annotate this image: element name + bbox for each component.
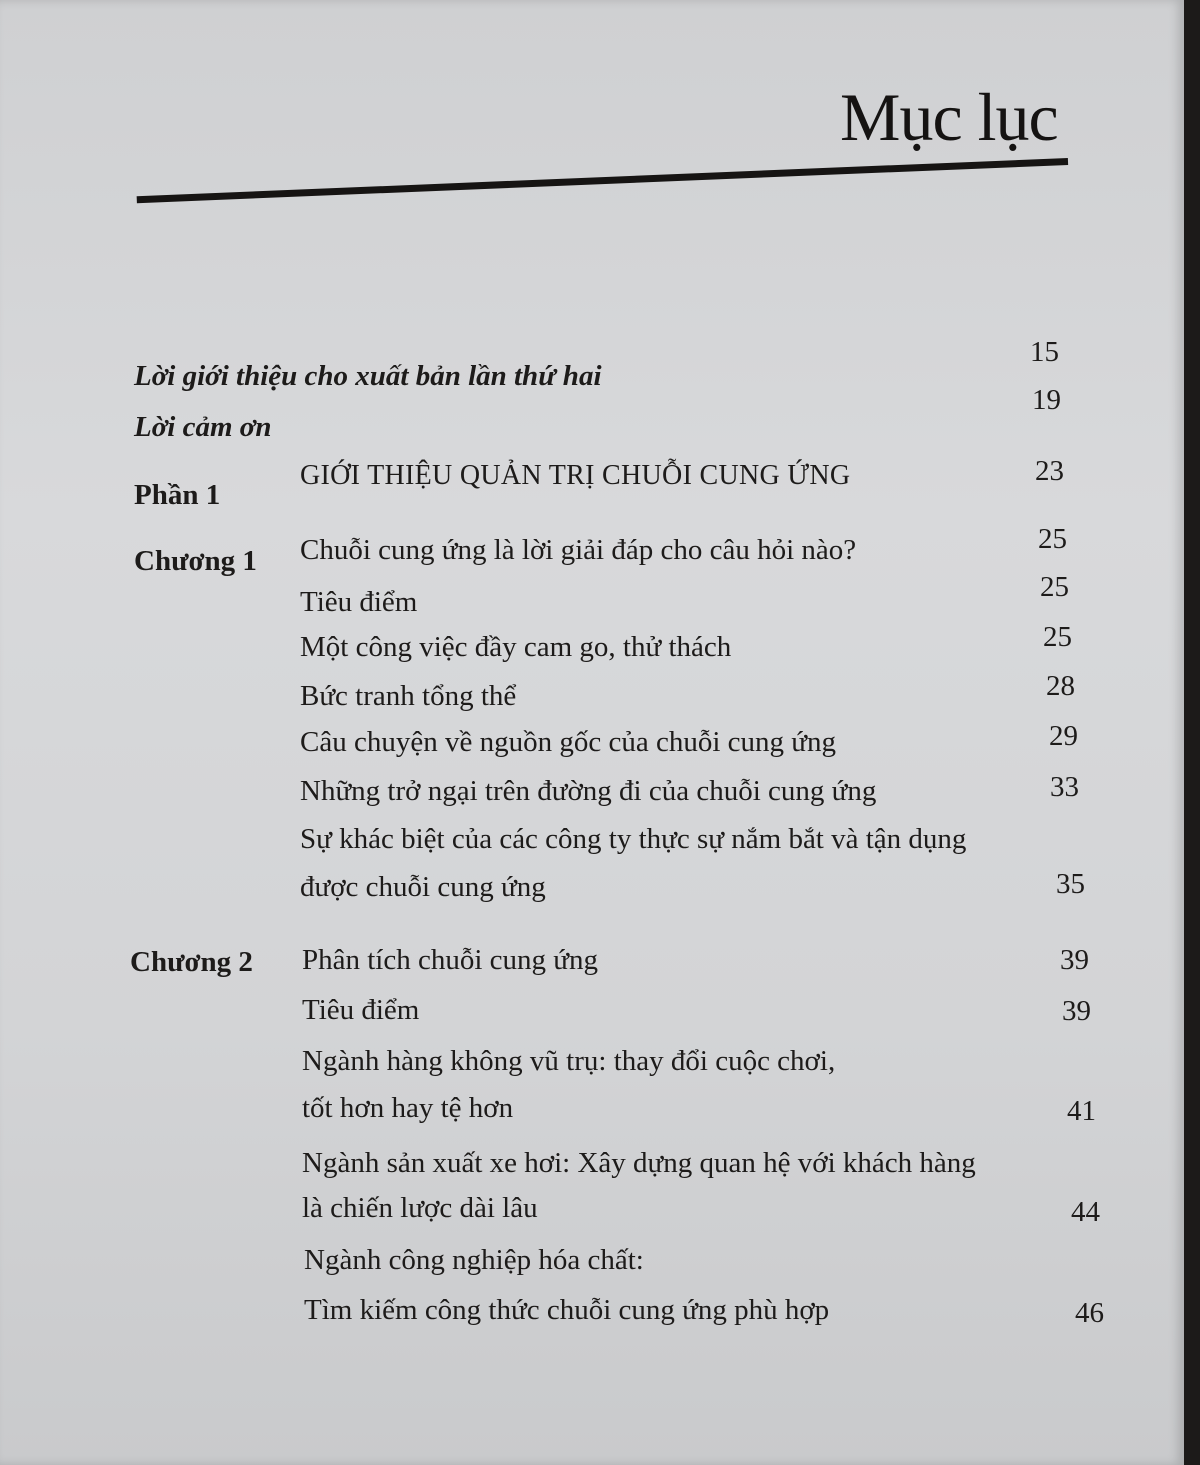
toc-entry-line1: Ngành công nghiệp hóa chất: [304, 1244, 644, 1276]
toc-page-number: 25 [1043, 621, 1072, 653]
toc-entry-foreword: Lời giới thiệu cho xuất bản lần thứ hai [134, 360, 602, 392]
title-underline [137, 158, 1069, 203]
toc-entry: Chuỗi cung ứng là lời giải đáp cho câu hỏi nào? [300, 534, 857, 566]
toc-entry-line2: Tìm kiếm công thức chuỗi cung ứng phù hợp [304, 1294, 830, 1326]
toc-entry-line1: Ngành hàng không vũ trụ: thay đổi cuộc chơi, [302, 1045, 836, 1077]
toc-page-number: 28 [1046, 670, 1075, 702]
toc-entry: Tiêu điểm [300, 586, 418, 618]
part-label: Phần 1 [134, 479, 221, 511]
toc-entry: Những trở ngại trên đường đi của chuỗi cung ứng [300, 775, 877, 807]
toc-page-number: 39 [1060, 944, 1089, 976]
toc-entry: Tiêu điểm [302, 994, 420, 1026]
toc-page-part1: 23 [1035, 455, 1064, 487]
toc-entry-line1: Ngành sản xuất xe hơi: Xây dựng quan hệ với khách hàng [302, 1147, 976, 1179]
chapter-label: Chương 1 [134, 545, 257, 577]
toc-page-number: 46 [1075, 1297, 1104, 1329]
toc-page-number: 29 [1049, 720, 1078, 752]
toc-entry-line2: tốt hơn hay tệ hơn [302, 1092, 514, 1124]
toc-entry: Câu chuyện về nguồn gốc của chuỗi cung ứng [300, 726, 836, 758]
chapter-label: Chương 2 [130, 946, 253, 978]
toc-entry-line2: được chuỗi cung ứng [300, 871, 546, 903]
toc-page-number: 41 [1067, 1095, 1096, 1127]
toc-entry: Bức tranh tổng thể [300, 680, 517, 712]
toc-page-acknowledgements: 19 [1032, 384, 1061, 416]
toc-page-number: 25 [1038, 523, 1067, 555]
toc-entry: Phân tích chuỗi cung ứng [302, 944, 599, 976]
toc-page-number: 35 [1056, 868, 1085, 900]
toc-entry-line1: Sự khác biệt của các công ty thực sự nắm bắt và tận dụng [300, 823, 967, 855]
toc-entry-line2: là chiến lược dài lâu [302, 1192, 538, 1224]
toc-page-number: 33 [1050, 771, 1079, 803]
toc-entry-acknowledgements: Lời cảm ơn [134, 411, 272, 443]
toc-page-foreword: 15 [1030, 336, 1059, 368]
toc-page-number: 44 [1071, 1196, 1100, 1228]
part-title: GIỚI THIỆU QUẢN TRỊ CHUỖI CUNG ỨNG [300, 460, 851, 491]
toc-page-number: 39 [1062, 995, 1091, 1027]
toc-entry: Một công việc đầy cam go, thử thách [300, 631, 732, 663]
toc-page-number: 25 [1040, 571, 1069, 603]
page-title: Mục lục [840, 79, 1058, 155]
